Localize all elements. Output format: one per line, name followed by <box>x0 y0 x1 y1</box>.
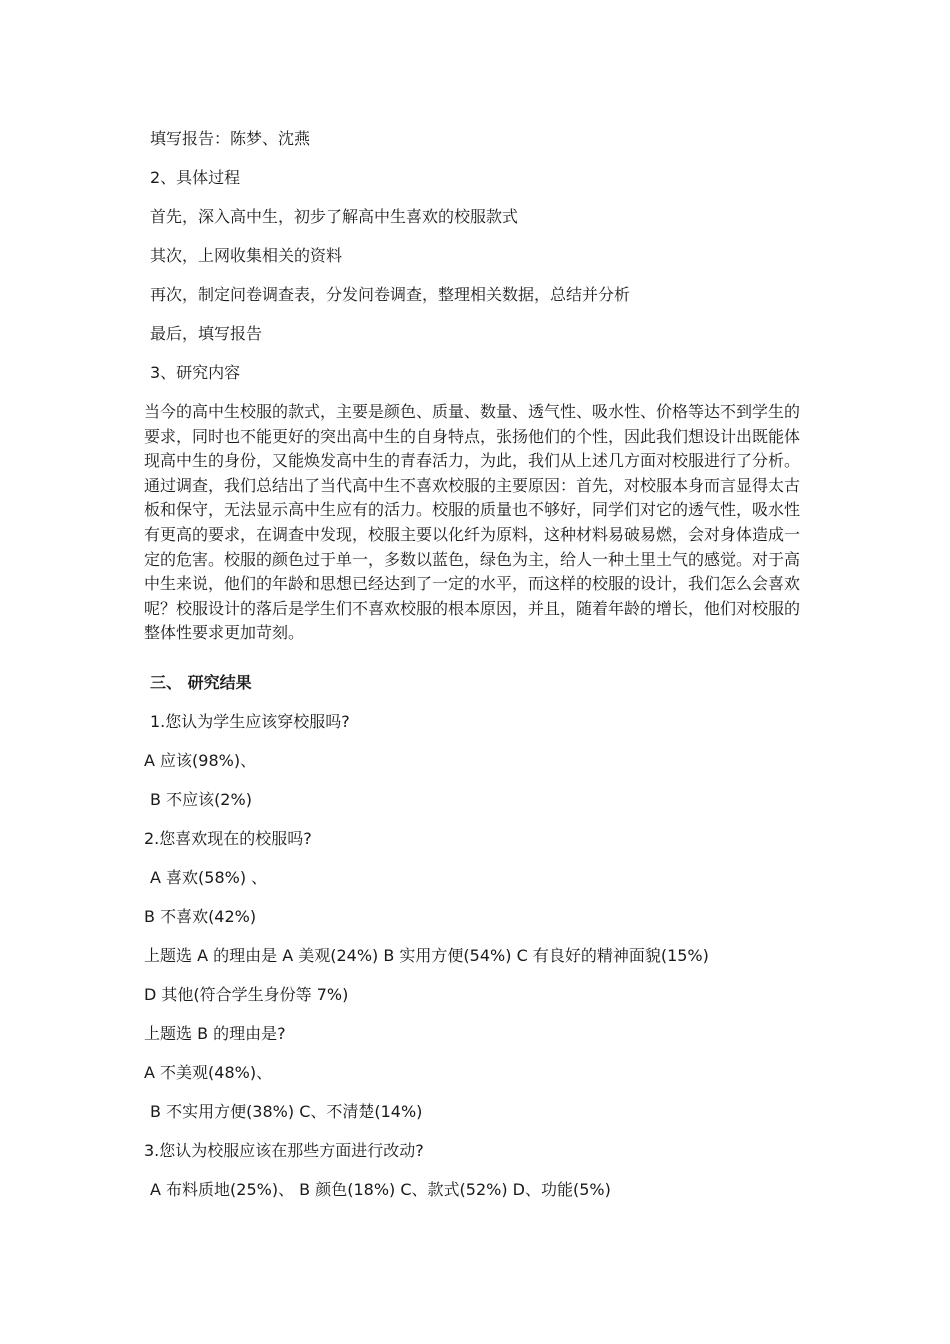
question-1-option-b: B 不应该(2%) <box>150 790 252 809</box>
question-3-options: A 布料质地(25%)、 B 颜色(18%) C、款式(52%) D、功能(5%) <box>150 1180 611 1199</box>
process-step-3: 再次，制定问卷调查表，分发问卷调查，整理相关数据，总结并分析 <box>150 285 631 304</box>
process-step-2: 其次，上网收集相关的资料 <box>150 246 343 265</box>
process-heading: 2、具体过程 <box>150 168 241 187</box>
process-step-1: 首先，深入高中生，初步了解高中生喜欢的校服款式 <box>150 207 519 226</box>
question-2-option-a: A 喜欢(58%) 、 <box>150 868 268 887</box>
question-2-reason-b-option-bc: B 不实用方便(38%) C、不清楚(14%) <box>150 1102 423 1121</box>
question-2-reason-a-other: D 其他(符合学生身份等 7%) <box>144 985 349 1004</box>
question-1-option-a: A 应该(98%)、 <box>144 751 257 770</box>
process-step-4: 最后，填写报告 <box>150 324 263 343</box>
question-2: 2.您喜欢现在的校服吗? <box>144 829 312 848</box>
report-writers: 填写报告：陈梦、沈燕 <box>150 129 311 148</box>
question-2-reason-b-option-a: A 不美观(48%)、 <box>144 1063 273 1082</box>
content-paragraph: 当今的高中生校服的款式，主要是颜色、质量、数量、透气性、吸水性、价格等达不到学生的要求，同时也不能更好的突出高中生的自身特点，张扬他们的个性，因此我们想设计出既能体现高中生的身份，又能焕发高中生的青春活力，为此，我们从上述几方面对校服进行了分析。通过调查，我们总结出了当代高中生不喜欢校服的主要原因：首先，对校服本身而言显得太古板和保守，无法显示高中生应有的活力。校服的质量也不够好，同学们对它的透气性，吸水性有更高的要求，在调查中发现，校服主要以化纤为原料，这种材料易破易燃，会对身体造成一定的危害。校服的颜色过于单一，多数以蓝色，绿色为主，给人一种土里土气的感觉。对于高中生来说，他们的年龄和思想已经达到了一定的水平，而这样的校服的设计，我们怎么会喜欢呢？校服设计的落后是学生们不喜欢校服的根本原因，并且，随着年龄的增长，他们对校服的整体性要求更加苛刻。 <box>144 402 801 643</box>
question-3: 3.您认为校服应该在那些方面进行改动? <box>144 1141 424 1160</box>
question-2-reason-a: 上题选 A 的理由是 A 美观(24%) B 实用方便(54%) C 有良好的精神面貌(15%) <box>144 946 709 965</box>
question-1: 1.您认为学生应该穿校服吗? <box>150 712 350 731</box>
results-heading: 三、 研究结果 <box>150 673 252 692</box>
content-heading: 3、研究内容 <box>150 363 241 382</box>
question-2-option-b: B 不喜欢(42%) <box>144 907 257 926</box>
question-2-reason-b: 上题选 B 的理由是? <box>144 1024 286 1043</box>
